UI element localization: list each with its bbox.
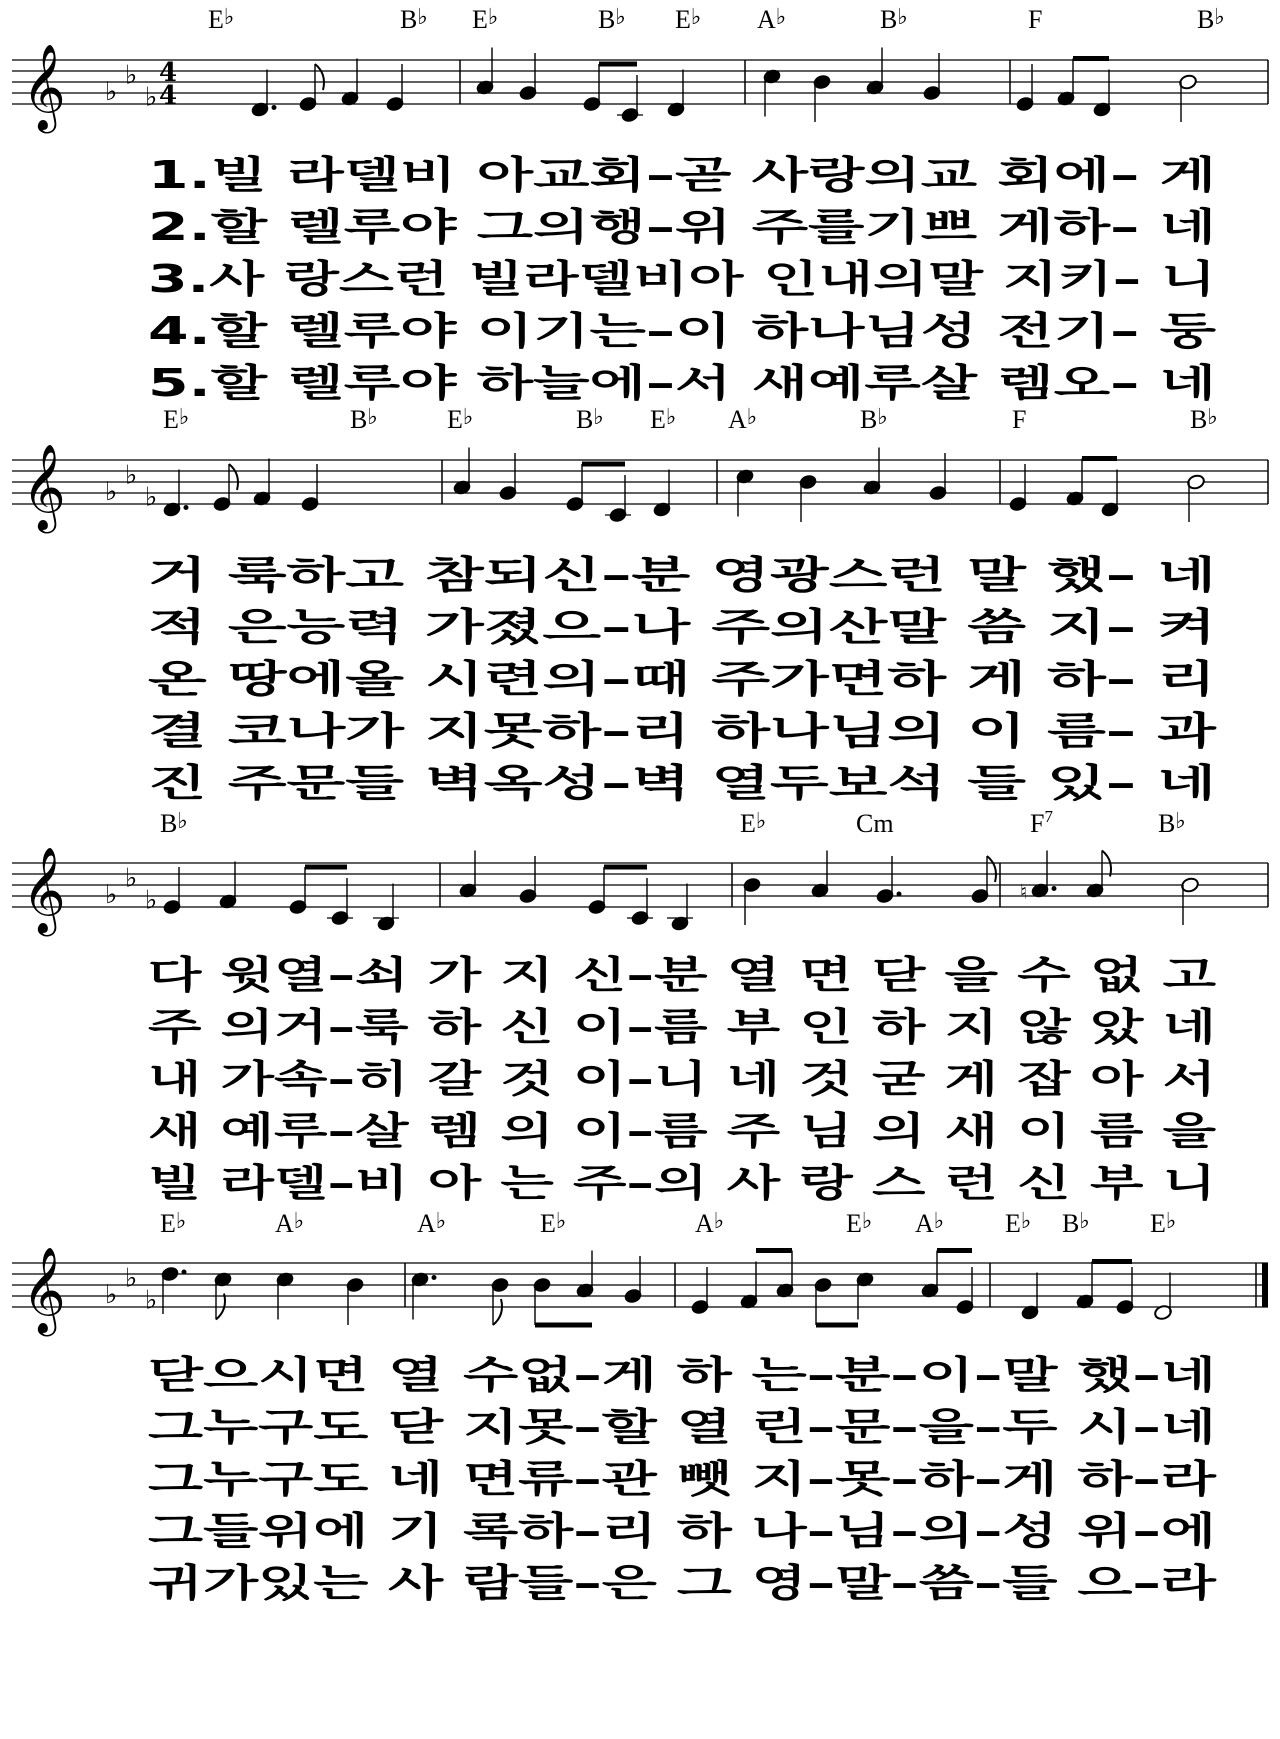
chord-symbol	[417, 1208, 446, 1238]
chord-root: B	[1158, 809, 1176, 838]
chord-symbol	[846, 1208, 872, 1238]
chord-symbol	[856, 809, 894, 838]
chord-accidental: ♭	[897, 4, 908, 29]
chord-root: E	[540, 1209, 556, 1238]
note-flag	[493, 1299, 502, 1325]
chord-symbol	[880, 4, 908, 34]
dot	[272, 105, 277, 110]
chord-accidental: ♭	[223, 4, 235, 29]
note-flag	[315, 64, 324, 90]
chord-accidental: ♭	[555, 1208, 567, 1233]
chord-root: E	[675, 5, 691, 34]
lyric-line-verse-1: 다 윗열–쇠 가 지 신–분 열 면 닫 을 수 없 고	[148, 953, 1217, 997]
chord-accidental: ♭	[417, 4, 428, 29]
chord-symbol	[208, 4, 234, 34]
treble-clef-icon: 𝄞	[22, 847, 66, 933]
chord-symbol	[860, 404, 888, 434]
chord-accidental: ♭	[1079, 1208, 1090, 1233]
chord-accidental: ♭	[1175, 808, 1186, 833]
chord-symbol	[915, 1208, 944, 1238]
chord-root: E	[1005, 1209, 1021, 1238]
chord-root: B	[400, 5, 418, 34]
chord-symbol	[675, 4, 701, 34]
key-flat-icon: ♭	[105, 1280, 118, 1310]
lyric-line-verse-5: 귀가있는 사 람들–은 그 영–말–씀–들 으–라	[148, 1561, 1218, 1605]
chord-root: A	[695, 1209, 714, 1238]
chord-symbol	[160, 808, 188, 838]
chord-symbol	[650, 404, 676, 434]
chord-accidental: ♭	[177, 808, 188, 833]
key-flat-icon: ♭	[145, 1285, 158, 1316]
lyric-line-verse-2: 그누구도 닫 지못–할 열 린–문–을–두 시–네	[148, 1405, 1216, 1449]
chord-symbol	[695, 1208, 724, 1238]
chord-accidental: ♭	[462, 404, 474, 429]
chord-root: A	[757, 5, 776, 34]
chord-root: E	[846, 1209, 862, 1238]
chord-symbol	[160, 1208, 186, 1238]
dot	[432, 1275, 437, 1280]
key-flat-icon: ♭	[145, 82, 158, 113]
chord-symbol	[740, 808, 766, 838]
key-flat-icon: ♭	[145, 885, 158, 916]
chord-accidental: ♭	[713, 1208, 725, 1233]
chord-root: E	[1150, 1209, 1166, 1238]
chord-symbol	[1062, 1208, 1090, 1238]
chord-symbol	[400, 4, 428, 34]
lyric-line-verse-1: 닫으시면 열 수없–게 하 는–분–이–말 했–네	[148, 1353, 1216, 1397]
key-flat-icon: ♭	[125, 460, 138, 491]
staff-system-1	[12, 4, 1268, 405]
chord-symbol	[728, 404, 757, 434]
chord-root: B	[598, 5, 616, 34]
lyric-line-verse-5: 5.할 렐루야 하늘에–서 새예루살 렘오– 네	[148, 361, 1216, 405]
chord-root: E	[208, 5, 224, 34]
chord-symbol	[1030, 807, 1053, 838]
chord-symbol	[1150, 1208, 1176, 1238]
time-signature-top: 4	[158, 58, 178, 88]
lyric-line-verse-3: 내 가속–히 갈 것 이–니 네 것 굳 게 잡 아 서	[148, 1057, 1216, 1101]
time-signature-bottom: 4	[158, 81, 178, 111]
chord-accidental: ♭	[1207, 404, 1218, 429]
chord-accidental: ♭	[435, 1208, 447, 1233]
lyric-line-verse-2: 2.할 렐루야 그의행–위 주를기쁘 게하– 네	[148, 205, 1216, 249]
chord-accidental: ♭	[690, 4, 702, 29]
dot	[182, 1270, 187, 1275]
chord-symbol	[275, 1208, 304, 1238]
final-barline	[1262, 1263, 1268, 1307]
chord-root: A	[275, 1209, 294, 1238]
chord-accidental: ♭	[178, 404, 190, 429]
chord-symbol	[447, 404, 473, 434]
chord-root: F	[1012, 405, 1027, 434]
chord-symbol	[1190, 404, 1218, 434]
staff-system-2	[12, 404, 1268, 805]
chord-accidental: ♭	[665, 404, 677, 429]
chord-symbol	[576, 404, 604, 434]
chord-root: E	[472, 5, 488, 34]
chord-root: E	[447, 405, 463, 434]
chord-symbol	[1158, 808, 1186, 838]
note-flag	[229, 464, 238, 490]
chord-symbol	[540, 1208, 566, 1238]
chord-accidental: ♭	[615, 4, 626, 29]
chord-accidental: ♭	[1020, 1208, 1032, 1233]
lyric-line-verse-1: 1.빌 라델비 아교회–곧 사랑의교 회에– 게	[148, 153, 1216, 197]
chord-root: B	[1197, 5, 1215, 34]
chord-accidental: ♭	[175, 1208, 187, 1233]
chord-accidental: ♭	[775, 4, 787, 29]
lyric-line-verse-4: 새 예루–살 렘 의 이–름 주 님 의 새 이 름 을	[148, 1109, 1217, 1153]
chord-root: Cm	[856, 809, 894, 838]
chord-root: B	[880, 5, 898, 34]
chord-root: B	[350, 405, 368, 434]
chord-symbol	[350, 404, 378, 434]
note-flag	[987, 856, 996, 882]
chord-accidental: ♭	[861, 1208, 873, 1233]
lyric-line-verse-2: 적 은능력 가졌으–나 주의산말 씀 지– 켜	[148, 605, 1216, 649]
dot	[184, 505, 189, 510]
key-flat-icon: ♭	[105, 477, 118, 507]
lyric-line-verse-5: 빌 라델–비 아 는 주–의 사 랑 스 런 신 부 니	[148, 1161, 1216, 1205]
lyric-line-verse-4: 4.할 렐루야 이기는–이 하나님성 전기– 둥	[148, 309, 1217, 353]
chord-root: E	[160, 1209, 176, 1238]
chord-root: E	[740, 809, 756, 838]
key-flat-icon: ♭	[105, 880, 118, 910]
treble-clef-icon: 𝄞	[22, 1247, 66, 1333]
lyric-line-verse-4: 그들위에 기 록하–리 하 나–님–의–성 위–에	[148, 1509, 1216, 1553]
staff-system-3	[12, 807, 1268, 1205]
chord-symbol	[1012, 405, 1026, 434]
chord-accidental: ♭	[933, 1208, 945, 1233]
lyric-line-verse-1: 거 룩하고 참되신–분 영광스런 말 했– 네	[148, 553, 1216, 597]
natural-icon: ♮	[1020, 879, 1028, 904]
chord-accidental: ♭	[1165, 1208, 1177, 1233]
chord-symbol	[163, 404, 189, 434]
chord-symbol	[757, 4, 786, 34]
chord-accidental: ♭	[487, 4, 499, 29]
lyric-line-verse-3: 그누구도 네 면류–관 뺏 지–못–하–게 하–라	[148, 1457, 1218, 1501]
lyric-line-verse-2: 주 의거–룩 하 신 이–름 부 인 하 지 않 았 네	[148, 1005, 1216, 1049]
lyric-line-verse-5: 진 주문들 벽옥성–벽 열두보석 들 있– 네	[148, 761, 1216, 805]
chord-extension: 7	[1044, 807, 1053, 826]
chord-accidental: ♭	[746, 404, 758, 429]
chord-root: F	[1028, 5, 1043, 34]
lyric-line-verse-3: 온 땅에올 시련의–때 주가면하 게 하– 리	[148, 657, 1216, 701]
chord-root: B	[860, 405, 878, 434]
key-flat-icon: ♭	[125, 1263, 138, 1294]
chord-accidental: ♭	[755, 808, 767, 833]
chord-root: B	[576, 405, 594, 434]
lyric-line-verse-4: 결 코나가 지못하–리 하나님의 이 름– 과	[148, 709, 1219, 753]
treble-clef-icon: 𝄞	[22, 44, 66, 130]
chord-symbol	[1028, 5, 1042, 34]
chord-accidental: ♭	[293, 1208, 305, 1233]
staff-system-4	[12, 1208, 1268, 1605]
chord-root: B	[1062, 1209, 1080, 1238]
key-flat-icon: ♭	[105, 77, 118, 107]
chord-symbol	[472, 4, 498, 34]
chord-symbol	[1005, 1208, 1031, 1238]
chord-accidental: ♭	[593, 404, 604, 429]
chord-accidental: ♭	[877, 404, 888, 429]
chord-symbol	[1197, 4, 1225, 34]
chord-symbol	[598, 4, 626, 34]
key-flat-icon: ♭	[145, 482, 158, 513]
chord-root: F	[1030, 809, 1045, 838]
chord-root: E	[163, 405, 179, 434]
dot	[1052, 886, 1057, 891]
chord-accidental: ♭	[1214, 4, 1225, 29]
chord-root: A	[915, 1209, 934, 1238]
treble-clef-icon: 𝄞	[22, 444, 66, 530]
lyric-line-verse-3: 3.사 랑스런 빌라델비아 인내의말 지키– 니	[148, 257, 1216, 301]
chord-root: A	[417, 1209, 436, 1238]
key-flat-icon: ♭	[125, 863, 138, 894]
chord-root: A	[728, 405, 747, 434]
chord-root: E	[650, 405, 666, 434]
key-flat-icon: ♭	[125, 60, 138, 91]
dot	[897, 892, 902, 897]
chord-root: B	[1190, 405, 1208, 434]
chord-root: B	[160, 809, 178, 838]
chord-accidental: ♭	[367, 404, 378, 429]
